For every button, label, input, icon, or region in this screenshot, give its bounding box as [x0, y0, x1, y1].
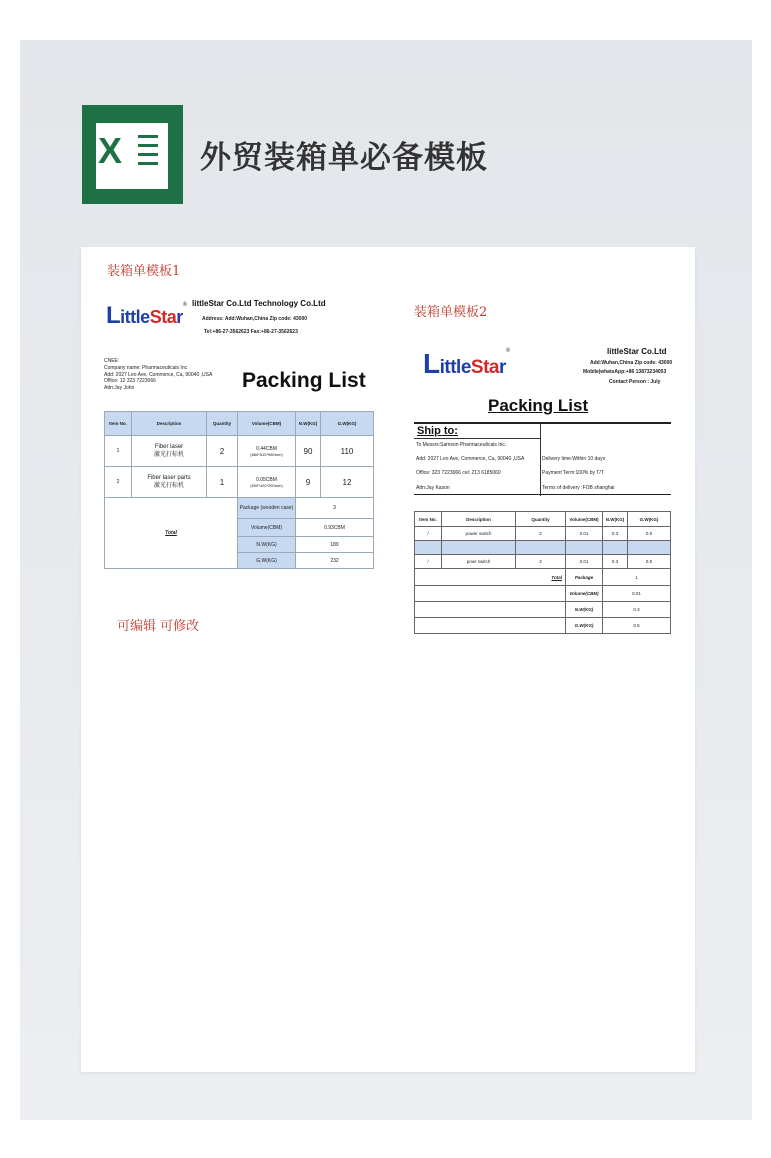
summary-value: 1	[603, 569, 671, 586]
column-header: Description	[132, 412, 207, 436]
template1-table	[104, 411, 374, 569]
cell-net-weight: 9	[296, 467, 321, 498]
cell-gross-weight: 0.5	[628, 527, 671, 541]
cell-item-no: /	[415, 555, 442, 569]
cell-item-no: 2	[105, 467, 132, 498]
template1-company-name: littleStar Co.Ltd Technology Co.Ltd	[192, 299, 326, 308]
column-header: Quantity	[207, 412, 238, 436]
total-label: Total	[415, 569, 566, 586]
cell-volume: 0.01	[566, 527, 603, 541]
ship-to-label: Ship to:	[417, 425, 458, 437]
column-header: Volume(CBM)	[238, 412, 296, 436]
ship-terms-line: Payment Term:100% by T/T	[542, 470, 604, 476]
table-band-row	[415, 541, 671, 555]
template1-doc-title: Packing List	[242, 369, 366, 392]
template2-doc-title: Packing List	[488, 396, 589, 415]
template1-logo: LittleStar®	[106, 302, 187, 329]
template2-label: 装箱单模板2	[414, 305, 488, 320]
summary-label: N.W(KG)	[238, 537, 296, 553]
excel-icon-lines	[138, 135, 158, 171]
consignee-line: Company name: Pharmaceuticals Inc	[104, 364, 188, 371]
desc-cn: 激光打标机	[153, 452, 184, 458]
cell-item-no: 1	[105, 436, 132, 467]
page-title: 外贸装箱单必备模板	[200, 140, 488, 176]
template2-logo: LittleStar®	[423, 348, 510, 379]
ship-to-line: Add: 2027 Leo Ave, Commerce, Ca, 90040 ,USA	[416, 456, 525, 462]
cell-volume: 0.01	[566, 555, 603, 569]
ship-to-line: To Messrs:Samson Pharmaceuticals Inc.	[416, 442, 507, 448]
cell-net-weight: 0.3	[603, 527, 628, 541]
summary-row	[415, 618, 671, 634]
desc-cn: 激光打标机	[153, 483, 184, 489]
template2-company-name: littleStar Co.Ltd	[607, 347, 667, 356]
summary-label: G.W(KG)	[566, 618, 603, 634]
summary-value: 0.3	[603, 602, 671, 618]
table-row	[415, 555, 671, 569]
consignee-line: Attn:Jay John	[104, 385, 135, 391]
summary-label: N.W(KG)	[566, 602, 603, 618]
ship-to-line: Attn:Jay Kason	[416, 485, 450, 491]
column-header: Volume(CBM)	[566, 512, 603, 527]
template1-tel: Tel:+86-27-3562623 Fax:+86-27-3562623	[204, 329, 298, 335]
summary-value: 3	[296, 498, 374, 519]
volume-dims: (860*510*980mm)	[250, 451, 283, 457]
table-header-row	[105, 412, 374, 436]
summary-label: Package	[566, 569, 603, 586]
column-header: Item No.	[105, 412, 132, 436]
total-label: Total	[105, 498, 238, 569]
desc-en: Fiber laser	[154, 443, 184, 450]
table-row	[415, 527, 671, 541]
cell-volume	[238, 467, 296, 498]
editable-note: 可编辑 可修改	[117, 619, 200, 634]
summary-row	[415, 586, 671, 602]
cell-net-weight: 0.3	[603, 555, 628, 569]
summary-row	[415, 569, 671, 586]
column-header: G.W(KG)	[628, 512, 671, 527]
summary-value: 0.93CBM	[296, 519, 374, 537]
excel-icon-x: X	[98, 130, 123, 171]
ship-terms-line: Delivery time:Within 10 days	[542, 456, 606, 462]
volume-dims: (500*420*250mm)	[250, 482, 283, 488]
cell-description: power switch	[442, 527, 516, 541]
desc-en: Fiber laser parts	[147, 474, 191, 481]
summary-label: Package (wooden case)	[238, 498, 296, 519]
document-sheet	[81, 247, 695, 1072]
template2-address: Add:Wuhan,China Zip code: 43000	[590, 360, 673, 366]
column-header: Item No.	[415, 512, 442, 527]
column-header: N.W(KG)	[603, 512, 628, 527]
summary-row	[105, 498, 374, 519]
ship-terms-line: Terms of delivery :FOB shanghai	[542, 485, 615, 491]
excel-icon	[82, 105, 183, 204]
ship-to-line: Office: 323 7223066 cel: 213 6185060	[416, 470, 501, 476]
cell-volume	[238, 436, 296, 467]
summary-value: 0.01	[603, 586, 671, 602]
cell-quantity: 2	[516, 527, 566, 541]
summary-value: 189	[296, 537, 374, 553]
summary-label: Volume(CBM)	[238, 519, 296, 537]
cell-gross-weight: 110	[321, 436, 374, 467]
cell-quantity: 2	[207, 436, 238, 467]
ship-to-divider	[540, 424, 541, 496]
ship-to-header	[414, 424, 540, 439]
consignee-line: Add: 2027 Leo Ave, Commerce, Ca, 90040 ,USA	[104, 371, 213, 378]
summary-label: Volume(CBM)	[566, 586, 603, 602]
volume-value: 0.44CBM	[256, 445, 277, 452]
summary-value: 0.5	[603, 618, 671, 634]
cell-description: powr switch	[442, 555, 516, 569]
column-header: Description	[442, 512, 516, 527]
cell-gross-weight: 12	[321, 467, 374, 498]
template1-address: Address: Add:Wuhan,China Zip code: 43000	[202, 316, 308, 322]
table-row	[105, 436, 374, 467]
ship-to-block	[414, 422, 671, 495]
cell-net-weight: 90	[296, 436, 321, 467]
volume-value: 0.05CBM	[256, 476, 277, 483]
summary-value: 232	[296, 553, 374, 569]
consignee-line: Office: 12 323 7223066	[104, 378, 156, 385]
template2-table	[414, 511, 671, 634]
template1-consignee	[104, 358, 212, 392]
cell-quantity: 2	[516, 555, 566, 569]
table-row	[105, 467, 374, 498]
column-header: Quantity	[516, 512, 566, 527]
summary-row	[415, 602, 671, 618]
template2-contact: Mobile|whatsApp:+86 13873234053	[583, 369, 667, 375]
template2-contact-person: Contact Person : July	[609, 379, 661, 385]
column-header: N.W(KG)	[296, 412, 321, 436]
cell-item-no: /	[415, 527, 442, 541]
cell-description	[132, 467, 207, 498]
consignee-line: CNEE:	[104, 358, 120, 364]
column-header: G.W(KG)	[321, 412, 374, 436]
summary-label: G.W(KG)	[238, 553, 296, 569]
cell-quantity: 1	[207, 467, 238, 498]
cell-description	[132, 436, 207, 467]
template1-label: 装箱单模板1	[107, 264, 181, 279]
table-header-row	[415, 512, 671, 527]
cell-gross-weight: 0.5	[628, 555, 671, 569]
